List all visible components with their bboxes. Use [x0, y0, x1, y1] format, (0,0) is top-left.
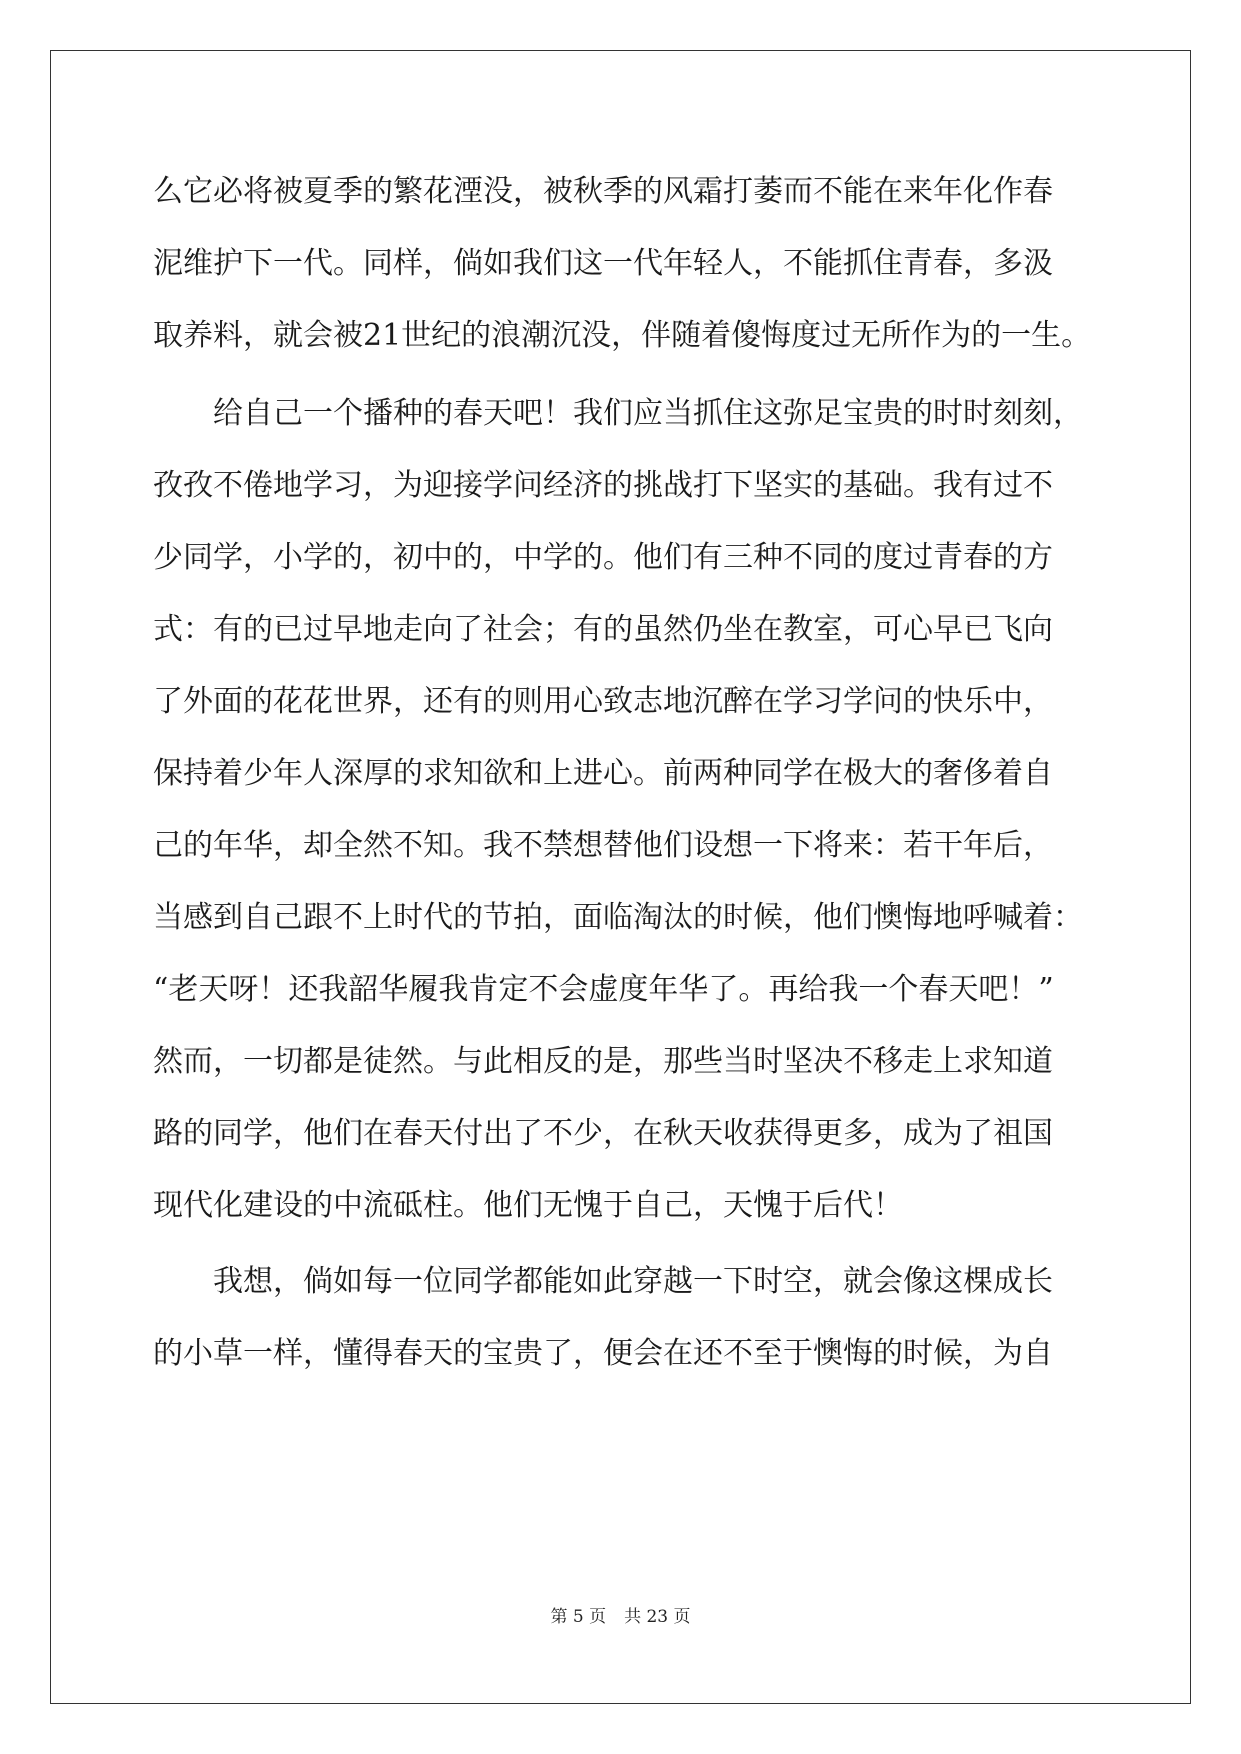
page-frame — [50, 50, 1191, 1704]
text-line: 当感到自己跟不上时代的节拍，面临淘汰的时候，他们懊悔地呼喊着： — [153, 900, 1083, 935]
text-line: 我想，倘如每一位同学都能如此穿越一下时空，就会像这棵成长 — [153, 1264, 1053, 1299]
text-line: 取养料，就会被21世纪的浪潮沉没，伴随着傻悔度过无所作为的一生。 — [153, 318, 1092, 353]
text-line: 现代化建设的中流砥柱。他们无愧于自己，天愧于后代！ — [153, 1188, 903, 1223]
text-line: 少同学，小学的，初中的，中学的。他们有三种不同的度过青春的方 — [153, 540, 1053, 575]
text-line: 泥维护下一代。同样，倘如我们这一代年轻人，不能抓住青春，多汲 — [153, 246, 1053, 281]
total-pages: 共 23 页 — [624, 1607, 691, 1627]
text-line: 式：有的已过早地走向了社会；有的虽然仍坐在教室，可心早已飞向 — [153, 612, 1053, 647]
text-line: 了外面的花花世界，还有的则用心致志地沉醉在学习学问的快乐中， — [153, 684, 1053, 719]
text-line: 然而，一切都是徒然。与此相反的是，那些当时坚决不移走上求知道 — [153, 1044, 1053, 1079]
text-line: “老天呀！还我韶华履我肯定不会虚度年华了。再给我一个春天吧！” — [153, 972, 1054, 1007]
text-line: 己的年华，却全然不知。我不禁想替他们设想一下将来：若干年后， — [153, 828, 1053, 863]
text-line: 孜孜不倦地学习，为迎接学问经济的挑战打下坚实的基础。我有过不 — [153, 468, 1053, 503]
text-line: 么它必将被夏季的繁花湮没，被秋季的风霜打萎而不能在来年化作春 — [153, 174, 1053, 209]
page-footer — [0, 1602, 1241, 1627]
page-number: 第 5 页 — [550, 1607, 607, 1627]
text-line: 路的同学，他们在春天付出了不少，在秋天收获得更多，成为了祖国 — [153, 1116, 1053, 1151]
text-line: 的小草一样，懂得春天的宝贵了，便会在还不至于懊悔的时候，为自 — [153, 1336, 1053, 1371]
text-line: 给自己一个播种的春天吧！我们应当抓住这弥足宝贵的时时刻刻， — [153, 396, 1083, 431]
text-line: 保持着少年人深厚的求知欲和上进心。前两种同学在极大的奢侈着自 — [153, 756, 1053, 791]
